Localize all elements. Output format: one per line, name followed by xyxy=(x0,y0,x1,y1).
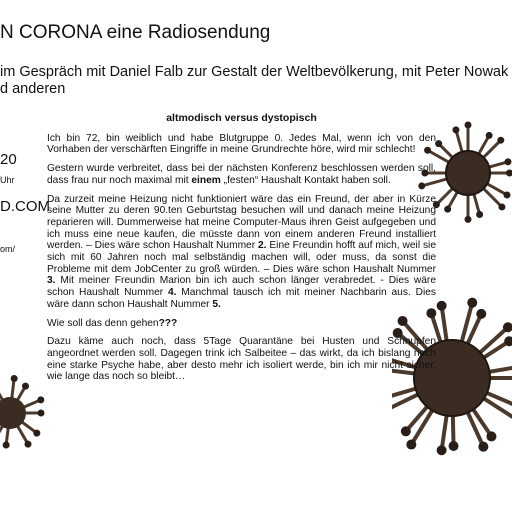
virus-spike xyxy=(456,130,463,154)
virus-spike-tip xyxy=(33,430,40,437)
paragraph-3: Da zurzeit meine Heizung nicht funktioniert wäre das ein Freund, der aber in Kürze seine Mutter zu deren 90.ten Geburtstag besuchen will und danach meine Heizung reparieren will. Dummerweise hat meine Computer-Maus ihren Geist aufgegeben und ich muss eine neue kaufen, die müsste dann von einem anderen Freund installiert werden. – Dies wäre schon Haushalt Nummer 2. Eine Freundin hofft auf mich, weil sie sich mit 60 Jahren noch mal selbständig machen will, oder muss, da sonst die Probleme mit dem JobCenter zu groß würden. – Dies wäre schon Haushalt Nummer 3. Mit meiner Freundin Marion bin ich auch schon länger verabredet. - Dies wäre schon Haushalt Nummer 4. Manchmal tausch ich mit meiner Nachbarin aus. Dies wäre dann schon Haushalt Nummer 5. xyxy=(47,193,436,310)
virus-spike-tip xyxy=(486,431,496,441)
virus-spike-tip xyxy=(498,203,505,210)
virus-spike-tip xyxy=(401,426,411,436)
virus-spike-tip xyxy=(37,396,44,403)
virus-spike xyxy=(442,414,447,451)
virus-spike-tip xyxy=(476,211,483,218)
virus-spike-tip xyxy=(503,191,510,198)
coronavirus-illustration-left-bottom xyxy=(0,368,50,468)
virus-spike-tip xyxy=(452,126,459,133)
paragraph-1: Ich bin 72, bin weiblich und habe Blutgruppe 0. Jedes Mal, wenn ich von den Vorhaben der verschärften Eingriffe in meine Grundrechte höre, wird mir schlecht! xyxy=(47,132,436,156)
virus-spike-tip xyxy=(406,440,416,450)
virus-spike-tip xyxy=(444,206,451,213)
paragraph-4: Wie soll das denn gehen??? xyxy=(47,317,178,329)
virus-spike-tip xyxy=(467,298,477,308)
virus-spike-tip xyxy=(437,301,447,311)
virus-spike-tip xyxy=(465,122,472,129)
virus-spike-tip xyxy=(486,132,493,139)
article-heading: altmodisch versus dystopisch xyxy=(166,112,317,124)
subtitle xyxy=(0,64,512,98)
side-fragment-domain: D.COM xyxy=(0,198,50,215)
virus-spike-tip xyxy=(437,445,447,455)
side-fragment-date: 20 xyxy=(0,151,17,168)
side-fragment-time: Uhr xyxy=(0,175,15,185)
virus-spike xyxy=(488,366,512,372)
virus-spike-tip xyxy=(476,309,486,319)
virus-spike xyxy=(0,385,3,401)
page-title: N CORONA eine Radiosendung xyxy=(0,22,271,43)
virus-spike-tip xyxy=(506,170,512,177)
subtitle-line-2: d anderen xyxy=(0,81,66,97)
virus-spike-tip xyxy=(22,383,29,390)
paragraph-2: Gestern wurde verbreitet, dass bei der nächsten Konferenz beschlossen werden soll, dass frau nur noch maximal mit einem „festen“ Haushalt Kontakt haben soll. xyxy=(47,163,436,186)
virus-spike xyxy=(467,411,483,447)
virus-spike-tip xyxy=(504,158,511,165)
virus-spike-tip xyxy=(3,442,10,449)
paragraph-5: Dazu käme auch noch, dass 5Tage Quarantäne bei Husten und Schnupfen angeordnet werden soll. Dagegen trink ich Salbeitee – das wirkt, da ich bislang noch eine starke Psyche habe, aber desto mehr ich isoliert werde, bin ich mir nicht sicher, wie lange das noch so bleibt… xyxy=(47,336,436,383)
virus-spike-tip xyxy=(478,442,488,452)
virus-spike-tip xyxy=(25,441,32,448)
virus-spike-tip xyxy=(435,140,442,147)
virus-spike xyxy=(0,425,3,443)
virus-spike-tip xyxy=(465,216,472,223)
virus-spike-tip xyxy=(11,375,18,382)
virus-spike-tip xyxy=(449,441,459,451)
subtitle-line-1: im Gespräch mit Daniel Falb zur Gestalt der Weltbevölkerung, mit Peter Nowak xyxy=(0,64,509,80)
virus-spike xyxy=(442,306,447,343)
virus-spike-tip xyxy=(38,410,45,417)
virus-spike xyxy=(406,405,429,431)
side-fragment-url: om/ xyxy=(0,244,16,254)
article xyxy=(47,113,436,390)
virus-spike-tip xyxy=(497,137,504,144)
